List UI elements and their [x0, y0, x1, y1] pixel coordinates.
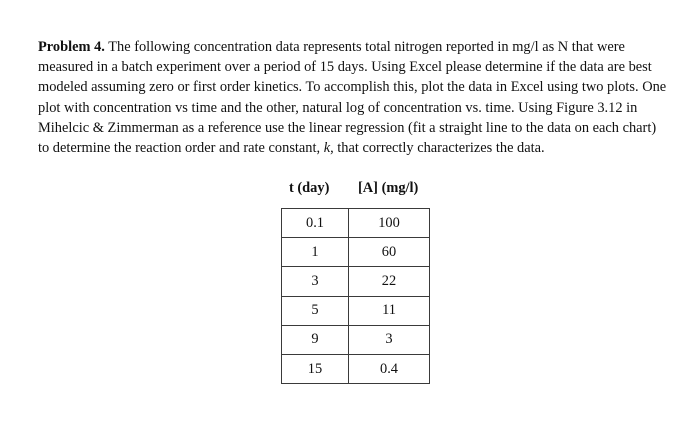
table-row — [282, 209, 430, 238]
problem-label: Problem 4. — [38, 39, 105, 55]
table-row — [282, 325, 430, 354]
table-row — [282, 238, 430, 267]
time-cell: 15 — [282, 354, 349, 383]
table-row — [282, 354, 430, 383]
table-row — [282, 296, 430, 325]
concentration-cell: 3 — [349, 325, 430, 354]
problem-statement — [38, 37, 668, 158]
time-cell: 1 — [282, 238, 349, 267]
concentration-cell: 22 — [349, 267, 430, 296]
problem-text-part1: The following concentration data represents total nitrogen reported in mg/l as N that were measured in a batch experiment over a period of 15 days. Using Excel please determine if the data are best modeled assuming zero or first order kinetics. To accomplish this, plot the data in Excel using two plots. One plot with concentration vs time and the other, natural log of concentration vs. time. Using Figure 3.12 in Mihelcic & Zimmerman as a reference use the linear regression (fit a straight line to the data on each chart) to determine the reaction order and rate constant, — [38, 39, 667, 157]
concentration-cell: 0.4 — [349, 354, 430, 383]
time-cell: 0.1 — [282, 209, 349, 238]
problem-text-part2: , that correctly characterizes the data. — [330, 140, 545, 157]
concentration-cell: 60 — [349, 238, 430, 267]
concentration-cell: 100 — [349, 209, 430, 238]
concentration-data-table — [281, 208, 430, 384]
time-column-header: t (day) — [289, 180, 330, 196]
time-cell: 3 — [282, 267, 349, 296]
table-row — [282, 267, 430, 296]
concentration-column-header: [A] (mg/l) — [358, 180, 419, 196]
time-cell: 5 — [282, 296, 349, 325]
concentration-cell: 11 — [349, 296, 430, 325]
rate-constant-symbol: k — [323, 140, 331, 157]
time-cell: 9 — [282, 325, 349, 354]
